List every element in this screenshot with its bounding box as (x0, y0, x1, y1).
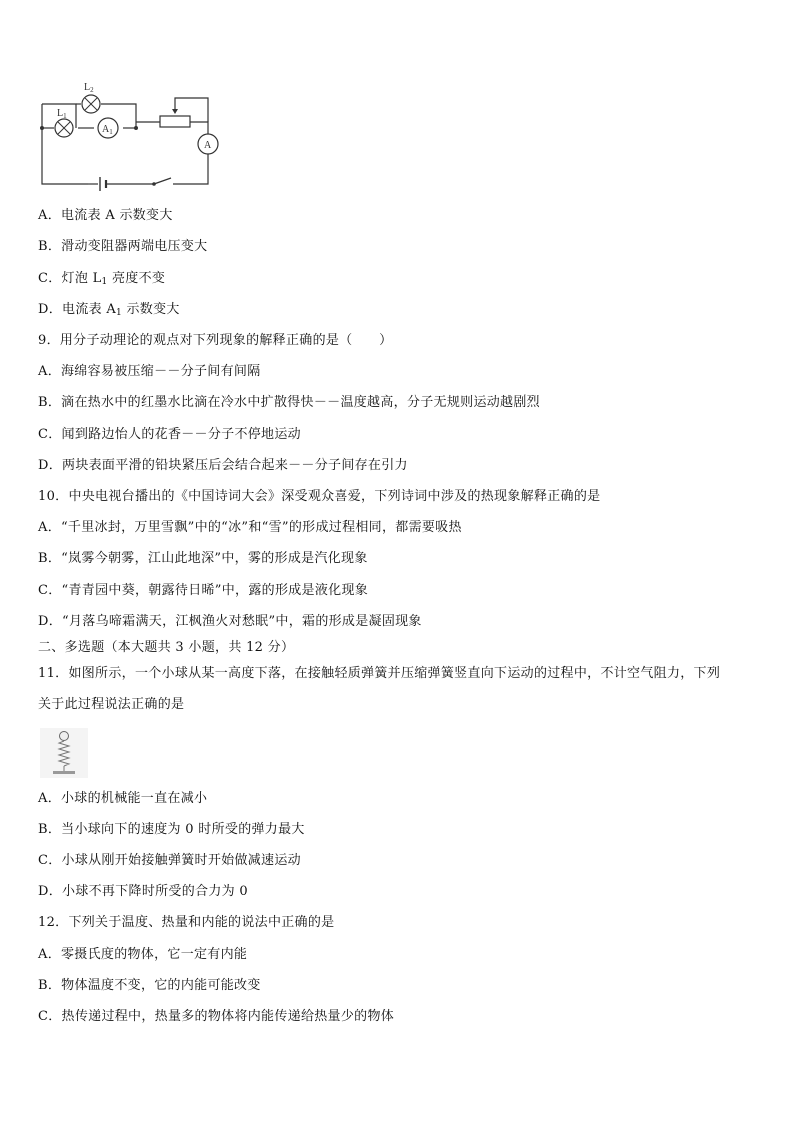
lamp-l2-label: L (84, 82, 91, 93)
q12-option-c: C．热传递过程中，热量多的物体将内能传递给热量少的物体 (38, 1009, 395, 1024)
ammeter-a-label: A (204, 140, 212, 151)
q10-option-b: B．“岚雾今朝雾，江山此地深”中，雾的形成是汽化现象 (38, 551, 368, 566)
q8-option-b: B．滑动变阻器两端电压变大 (38, 239, 208, 254)
lamp-l2-icon (82, 95, 100, 113)
q8-option-c: C．灯泡 $L_1$ 亮度不变 (38, 271, 166, 287)
q8-option-a: A．电流表 A 示数变大 (38, 208, 173, 223)
q11-option-c: C．小球从刚开始接触弹簧时开始做减速运动 (38, 853, 301, 868)
lamp-l1-label: L (57, 108, 64, 119)
q12-option-b: B．物体温度不变，它的内能可能改变 (38, 978, 261, 993)
q11-option-d: D．小球不再下降时所受的合力为 0 (38, 884, 248, 899)
q9-stem: 9．用分子动理论的观点对下列现象的解释正确的是（ ） (38, 333, 393, 348)
q11-stem-line2: 关于此过程说法正确的是 (38, 697, 185, 712)
ammeter-a1-label: A (102, 124, 110, 135)
q9-option-a: A．海绵容易被压缩－－分子间有间隔 (38, 364, 261, 379)
circuit-diagram (36, 76, 226, 192)
spring-ball-figure (40, 728, 88, 778)
q10-option-a: A．“千里冰封，万里雪飘”中的“冰”和“雪”的形成过程相同，都需要吸热 (38, 520, 462, 535)
q11-option-b: B．当小球向下的速度为 0 时所受的弹力最大 (38, 822, 305, 837)
q12-option-a: A．零摄氏度的物体，它一定有内能 (38, 947, 248, 962)
svg-text:L1: $L_1$ (57, 108, 67, 120)
q9-option-c: C．闻到路边怡人的花香－－分子不停地运动 (38, 427, 301, 442)
section-title: 二、多选题（本大题共 3 小题，共 12 分） (38, 640, 295, 655)
q10-option-d: D．“月落乌啼霜满天，江枫渔火对愁眠”中，霜的形成是凝固现象 (38, 614, 422, 629)
svg-text:L2: $L_2$ (84, 82, 94, 94)
q12-stem: 12．下列关于温度、热量和内能的说法中正确的是 (38, 915, 335, 930)
q10-stem: 10．中央电视台播出的《中国诗词大会》深受观众喜爱，下列诗词中涉及的热现象解释正确的是 (38, 489, 601, 504)
lamp-l1-icon (55, 119, 73, 137)
q11-option-a: A．小球的机械能一直在减小 (38, 791, 208, 806)
svg-text:A1: $A_1$ (102, 124, 113, 136)
q10-option-c: C．“青青园中葵，朝露待日晞”中，露的形成是液化现象 (38, 583, 369, 598)
q9-option-d: D．两块表面平滑的铅块紧压后会结合起来－－分子间存在引力 (38, 458, 408, 473)
q8-option-d: D．电流表 $A_1$ 示数变大 (38, 302, 180, 318)
q9-option-b: B．滴在热水中的红墨水比滴在冷水中扩散得快－－温度越高，分子无规则运动越剧烈 (38, 395, 540, 410)
q11-stem-line1: 11．如图所示，一个小球从某一高度下落，在接触轻质弹簧并压缩弹簧竖直向下运动的过程中，不计空气阻力，下列 (38, 666, 721, 681)
